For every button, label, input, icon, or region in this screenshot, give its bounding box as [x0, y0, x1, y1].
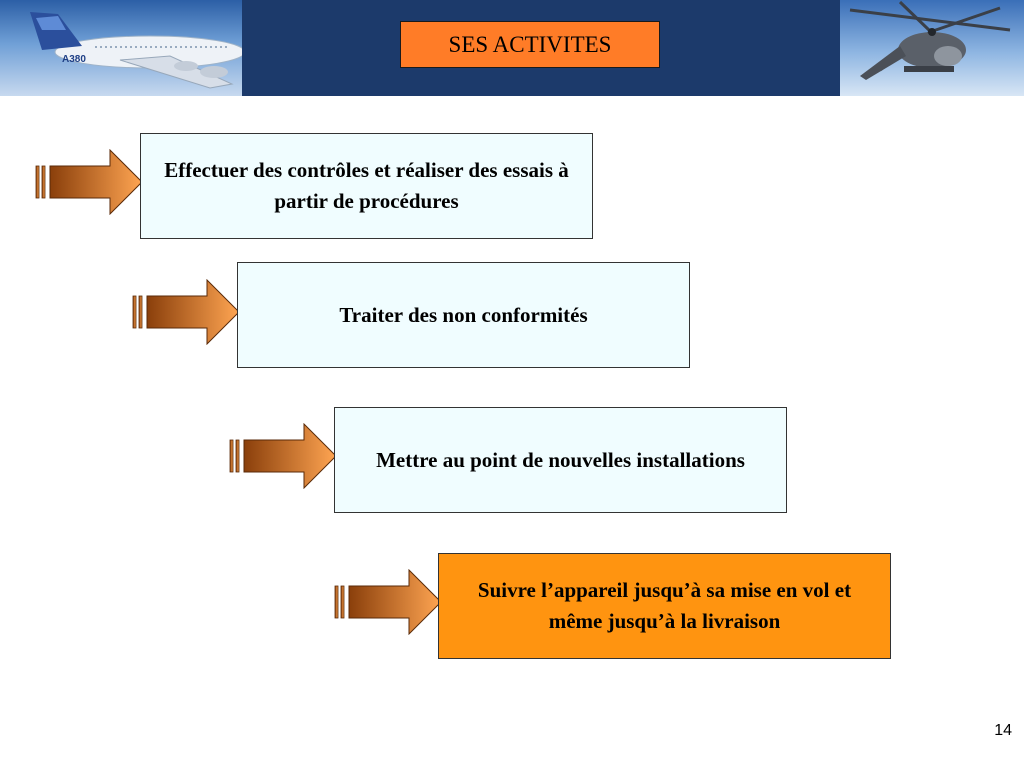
helicopter-image: [840, 0, 1024, 96]
activity-text: Mettre au point de nouvelles installations: [376, 447, 745, 472]
activity-box-2: [237, 262, 690, 368]
airplane-image: [0, 0, 242, 96]
page-number: 14: [994, 722, 1012, 739]
airplane-marking: A380: [62, 54, 86, 65]
activity-text: Effectuer des contrôles et réaliser des essais à partir de procédures: [164, 158, 569, 213]
helicopter-icon: [840, 0, 1024, 96]
activity-text: Traiter des non conformités: [339, 302, 588, 327]
activity-box-4-highlighted: [438, 553, 891, 659]
activity-box-3: [334, 407, 787, 513]
airplane-icon: [0, 0, 242, 96]
arrow-icon: [34, 149, 144, 215]
slide-title: SES ACTIVITES: [400, 21, 660, 68]
arrow-icon: [228, 423, 338, 489]
arrow-icon: [333, 569, 443, 635]
arrow-icon: [131, 279, 241, 345]
activity-box-1: [140, 133, 593, 239]
activity-text: Suivre l’appareil jusqu’à sa mise en vol et même jusqu’à la livraison: [477, 578, 852, 633]
